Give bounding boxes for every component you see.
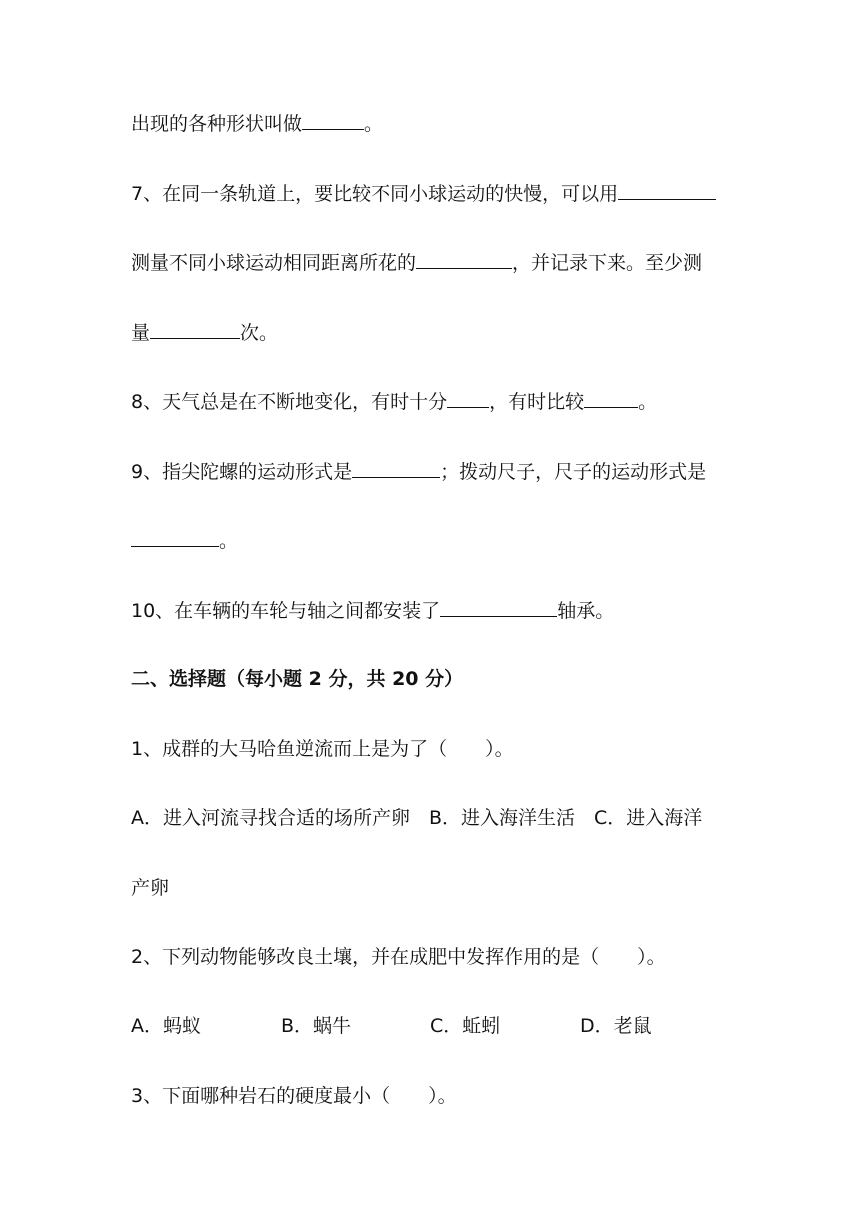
line-text: 8、天气总是在不断地变化，有时十分 bbox=[131, 391, 448, 413]
line-text: 轴承。 bbox=[557, 600, 615, 622]
line-text: 9、指尖陀螺的运动形式是 bbox=[131, 461, 353, 483]
line-text: 出现的各种形状叫做 bbox=[131, 113, 303, 135]
question-9-line-1 bbox=[131, 459, 706, 484]
mc-question-3: 3、下面哪种岩石的硬度最小（ ）。 bbox=[131, 1085, 457, 1107]
option-a: A．蚂蚁 bbox=[131, 1015, 201, 1037]
question-9-line-2 bbox=[131, 528, 238, 553]
answer-blank[interactable] bbox=[131, 528, 219, 547]
line-text: 。 bbox=[219, 530, 239, 552]
line-text: ；拨动尺子，尺子的运动形式是 bbox=[440, 461, 707, 483]
mc-question-1-options: A．进入河流寻找合适的场所产卵 B．进入海洋生活 C．进入海洋 bbox=[131, 807, 703, 829]
line-text: ，并记录下来。至少测 bbox=[512, 252, 703, 274]
mc-question-1-options-cont: 产卵 bbox=[131, 877, 170, 899]
answer-blank[interactable] bbox=[302, 111, 364, 130]
question-8 bbox=[131, 389, 657, 414]
line-text: 次。 bbox=[240, 322, 279, 344]
mc-question-2: 2、下列动物能够改良土壤，并在成肥中发挥作用的是（ ）。 bbox=[131, 946, 666, 968]
question-7-line-1 bbox=[131, 181, 716, 206]
fill-line-1 bbox=[131, 111, 383, 136]
answer-blank[interactable] bbox=[447, 389, 489, 408]
option-c: C．蚯蚓 bbox=[430, 1015, 501, 1037]
option-d: D．老鼠 bbox=[580, 1015, 652, 1037]
question-7-line-3 bbox=[131, 320, 278, 345]
answer-blank[interactable] bbox=[416, 250, 512, 269]
question-10 bbox=[131, 598, 614, 623]
mc-question-1: 1、成群的大马哈鱼逆流而上是为了（ ）。 bbox=[131, 738, 514, 760]
line-text: 测量不同小球运动相同距离所花的 bbox=[131, 252, 417, 274]
answer-blank[interactable] bbox=[352, 459, 440, 478]
question-7-line-2 bbox=[131, 250, 702, 275]
answer-blank[interactable] bbox=[584, 389, 638, 408]
line-text: 量 bbox=[131, 322, 151, 344]
line-text: 。 bbox=[364, 113, 384, 135]
answer-blank[interactable] bbox=[618, 181, 716, 200]
answer-blank[interactable] bbox=[150, 320, 240, 339]
line-text: 10、在车辆的车轮与轴之间都安装了 bbox=[131, 600, 441, 622]
option-b: B．蜗牛 bbox=[281, 1015, 352, 1037]
line-text: 7、在同一条轨道上，要比较不同小球运动的快慢，可以用 bbox=[131, 183, 619, 205]
section-title: 二、选择题（每小题 2 分，共 20 分） bbox=[131, 668, 464, 690]
line-text: 。 bbox=[638, 391, 658, 413]
line-text: ，有时比较 bbox=[489, 391, 585, 413]
answer-blank[interactable] bbox=[440, 598, 557, 617]
